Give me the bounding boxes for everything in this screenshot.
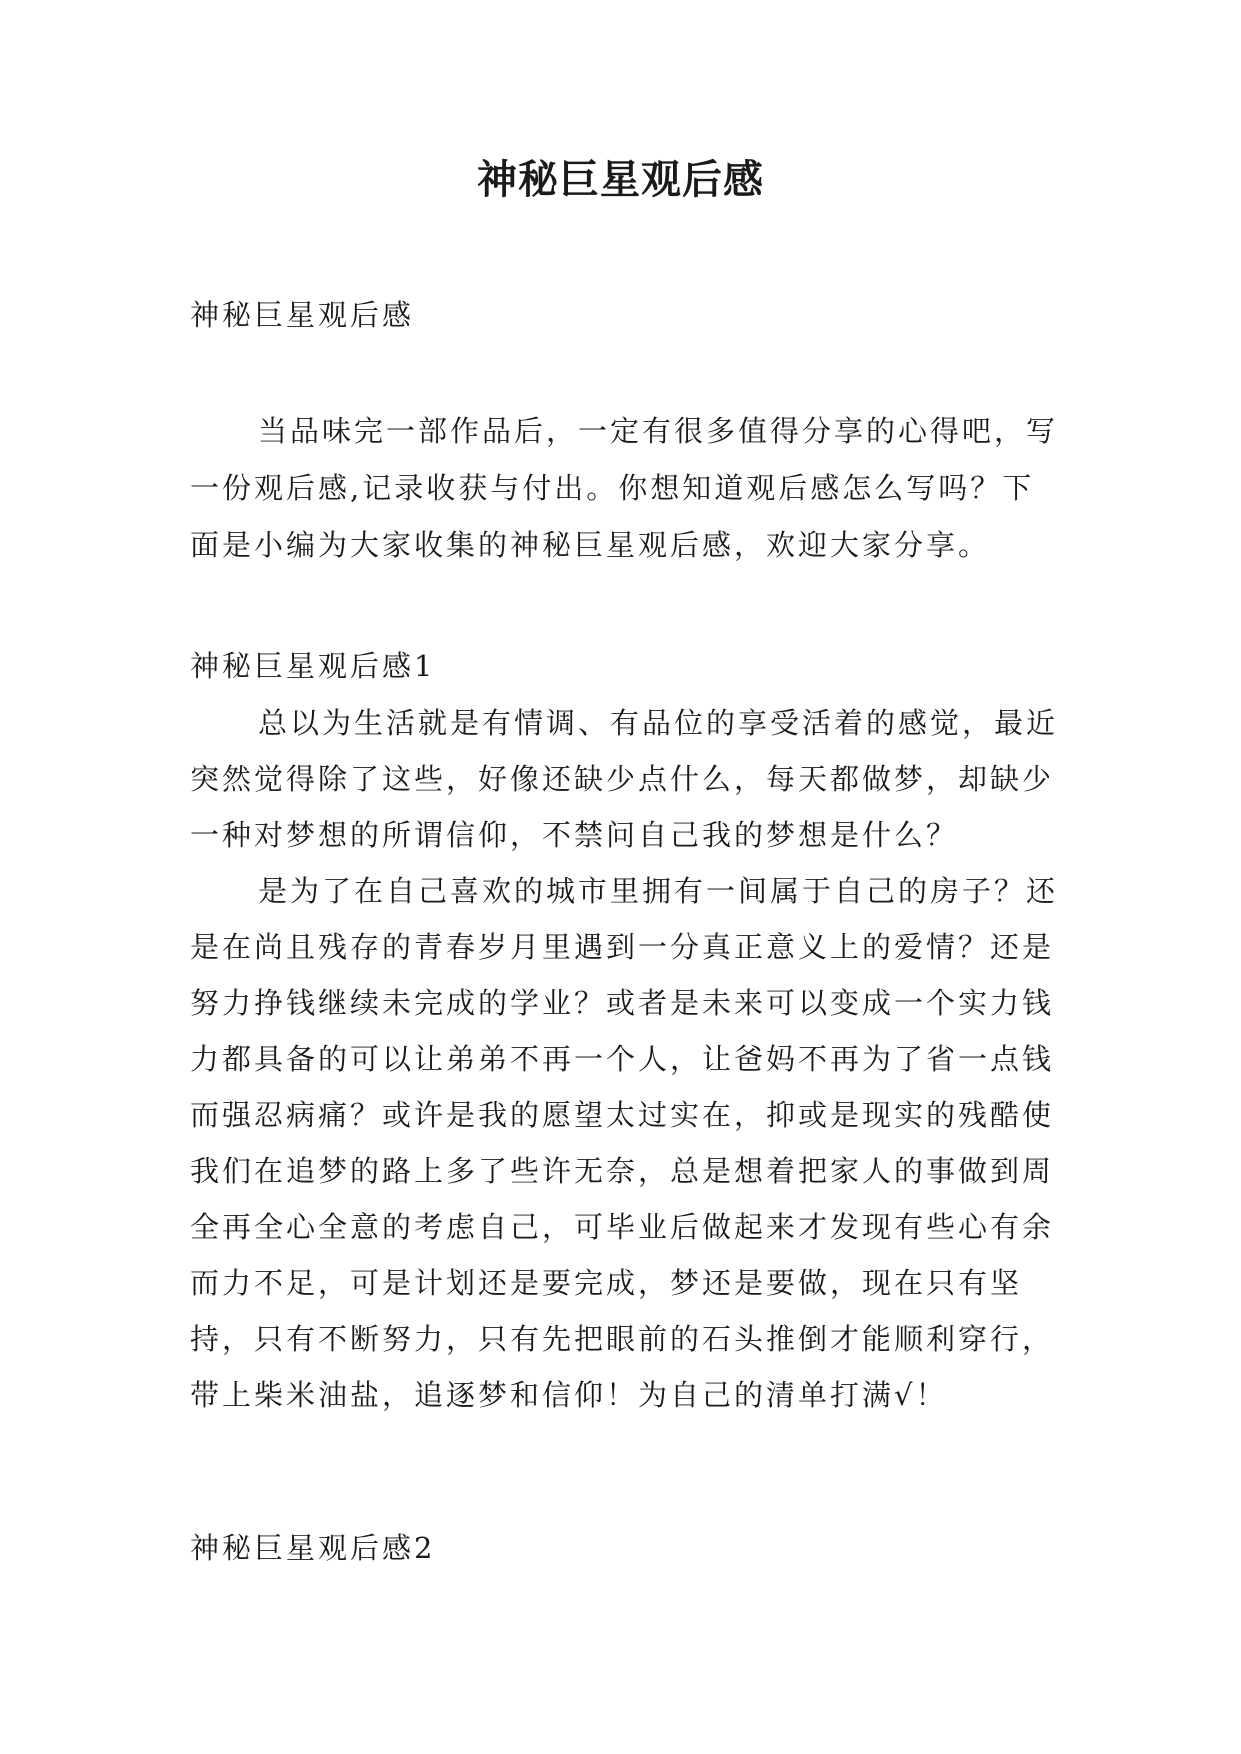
section-heading-2: 神秘巨星观后感2 bbox=[190, 1531, 436, 1565]
document-title: 神秘巨星观后感 bbox=[477, 156, 764, 203]
intro-paragraph: 当品味完一部作品后，一定有很多值得分享的心得吧，写一份观后感,记录收获与付出。你想知道观后感怎么写吗？下面是小编为大家收集的神秘巨星观后感，欢迎大家分享。 bbox=[190, 414, 1059, 562]
document-subtitle: 神秘巨星观后感 bbox=[190, 298, 415, 332]
section-1-paragraph-2: 是为了在自己喜欢的城市里拥有一间属于自己的房子？还是在尚且残存的青春岁月里遇到一分真正意义上的爱情？还是努力挣钱继续未完成的学业？或者是未来可以变成一个实力钱力都具备的可以让弟弟不再一个人，让爸妈不再为了省一点钱而强忍病痛？或许是我的愿望太过实在，抑或是现实的残酷使我们在追梦的路上多了些许无奈，总是想着把家人的事做到周全再全心全意的考虑自己，可毕业后做起来才发现有些心有余而力不足，可是计划还是要完成，梦还是要做，现在只有坚持，只有不断努力，只有先把眼前的石头推倒才能顺利穿行，带上柴米油盐，追逐梦和信仰！为自己的清单打满√！ bbox=[190, 874, 1059, 1412]
section-1-paragraph-1: 总以为生活就是有情调、有品位的享受活着的感觉，最近突然觉得除了这些，好像还缺少点什么，每天都做梦，却缺少一种对梦想的所谓信仰，不禁问自己我的梦想是什么？ bbox=[190, 706, 1059, 852]
section-heading-1: 神秘巨星观后感1 bbox=[190, 649, 436, 683]
